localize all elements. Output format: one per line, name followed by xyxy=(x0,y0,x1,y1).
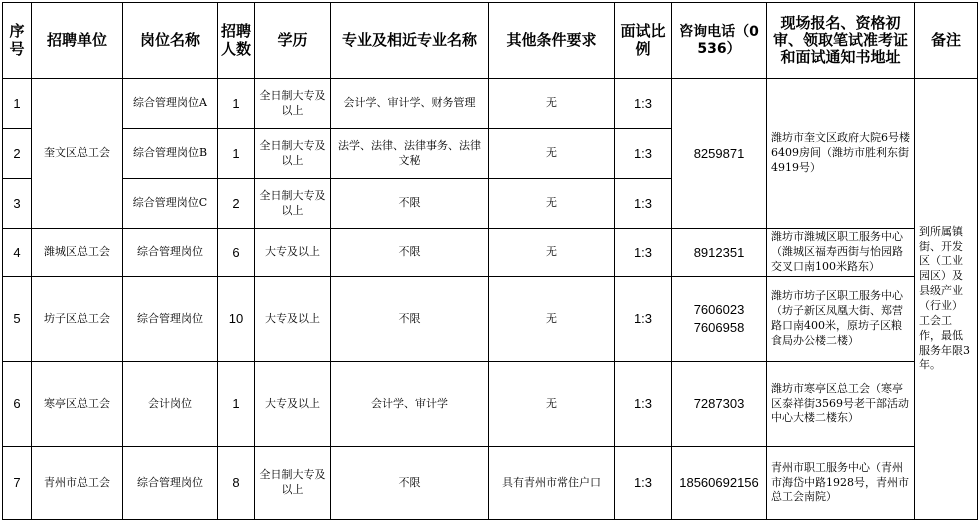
row-count: 1 xyxy=(218,362,255,447)
row-unit: 奎文区总工会 xyxy=(32,79,123,229)
row-phone: 7606023 7606958 xyxy=(672,277,767,362)
row-count: 6 xyxy=(218,229,255,277)
row-position: 综合管理岗位B xyxy=(123,129,218,179)
header-unit: 招聘单位 xyxy=(32,3,123,79)
header-education: 学历 xyxy=(255,3,331,79)
row-other: 无 xyxy=(489,277,615,362)
row-other: 具有青州市常住户口 xyxy=(489,447,615,520)
row-ratio: 1:3 xyxy=(615,79,672,129)
row-ratio: 1:3 xyxy=(615,129,672,179)
row-major: 法学、法律、法律事务、法律文秘 xyxy=(331,129,489,179)
row-unit: 寒亭区总工会 xyxy=(32,362,123,447)
row-education: 全日制大专及以上 xyxy=(255,129,331,179)
row-position: 综合管理岗位A xyxy=(123,79,218,129)
row-phone: 18560692156 xyxy=(672,447,767,520)
row-seq: 6 xyxy=(3,362,32,447)
row-other: 无 xyxy=(489,362,615,447)
header-other: 其他条件要求 xyxy=(489,3,615,79)
row-ratio: 1:3 xyxy=(615,362,672,447)
row-seq: 2 xyxy=(3,129,32,179)
header-ratio: 面试比例 xyxy=(615,3,672,79)
header-count: 招聘人数 xyxy=(218,3,255,79)
header-note: 备注 xyxy=(915,3,978,79)
row-phone: 8259871 xyxy=(672,79,767,229)
row-unit: 潍城区总工会 xyxy=(32,229,123,277)
row-position: 综合管理岗位C xyxy=(123,179,218,229)
header-position: 岗位名称 xyxy=(123,3,218,79)
row-phone: 8912351 xyxy=(672,229,767,277)
row-unit: 青州市总工会 xyxy=(32,447,123,520)
row-major: 不限 xyxy=(331,277,489,362)
row-address: 潍坊市奎文区政府大院6号楼6409房间（潍坊市胜利东街4919号） xyxy=(767,79,915,229)
row-position: 综合管理岗位 xyxy=(123,277,218,362)
row-education: 大专及以上 xyxy=(255,229,331,277)
row-position: 会计岗位 xyxy=(123,362,218,447)
table-row xyxy=(3,79,978,129)
row-other: 无 xyxy=(489,129,615,179)
row-ratio: 1:3 xyxy=(615,447,672,520)
row-ratio: 1:3 xyxy=(615,229,672,277)
row-count: 10 xyxy=(218,277,255,362)
row-seq: 5 xyxy=(3,277,32,362)
row-address: 青州市职工服务中心（青州市海岱中路1928号，青州市总工会南院） xyxy=(767,447,915,520)
row-major: 会计学、审计学 xyxy=(331,362,489,447)
row-other: 无 xyxy=(489,179,615,229)
row-count: 8 xyxy=(218,447,255,520)
row-address: 潍坊市坊子区职工服务中心（坊子新区凤凰大街、郑营路口南400米，原坊子区粮食局办公楼二楼） xyxy=(767,277,915,362)
row-major: 不限 xyxy=(331,229,489,277)
recruitment-table xyxy=(2,2,978,520)
table-row xyxy=(3,229,978,277)
header-row xyxy=(3,3,978,79)
row-seq: 7 xyxy=(3,447,32,520)
header-phone: 咨询电话（0536） xyxy=(672,3,767,79)
row-education: 全日制大专及以上 xyxy=(255,79,331,129)
row-major: 不限 xyxy=(331,447,489,520)
table-row xyxy=(3,447,978,520)
row-unit: 坊子区总工会 xyxy=(32,277,123,362)
row-education: 全日制大专及以上 xyxy=(255,447,331,520)
header-major: 专业及相近专业名称 xyxy=(331,3,489,79)
row-address: 潍坊市潍城区职工服务中心（潍城区福寿西街与怡园路交叉口南100米路东） xyxy=(767,229,915,277)
row-ratio: 1:3 xyxy=(615,277,672,362)
row-phone: 7287303 xyxy=(672,362,767,447)
table-row xyxy=(3,362,978,447)
row-seq: 3 xyxy=(3,179,32,229)
row-education: 大专及以上 xyxy=(255,362,331,447)
row-education: 大专及以上 xyxy=(255,277,331,362)
row-count: 1 xyxy=(218,129,255,179)
table-row xyxy=(3,277,978,362)
row-count: 1 xyxy=(218,79,255,129)
row-seq: 4 xyxy=(3,229,32,277)
row-education: 全日制大专及以上 xyxy=(255,179,331,229)
row-count: 2 xyxy=(218,179,255,229)
row-other: 无 xyxy=(489,79,615,129)
row-ratio: 1:3 xyxy=(615,179,672,229)
header-seq: 序号 xyxy=(3,3,32,79)
note-cell: 到所属镇街、开发区（工业园区）及县级产业（行业）工会工作，最低服务年限3年。 xyxy=(915,79,978,520)
row-position: 综合管理岗位 xyxy=(123,229,218,277)
header-address: 现场报名、资格初审、领取笔试准考证和面试通知书地址 xyxy=(767,3,915,79)
row-seq: 1 xyxy=(3,79,32,129)
row-address: 潍坊市寒亭区总工会（寒亭区泰祥街3569号老干部活动中心大楼二楼东） xyxy=(767,362,915,447)
row-position: 综合管理岗位 xyxy=(123,447,218,520)
row-major: 不限 xyxy=(331,179,489,229)
row-other: 无 xyxy=(489,229,615,277)
row-major: 会计学、审计学、财务管理 xyxy=(331,79,489,129)
